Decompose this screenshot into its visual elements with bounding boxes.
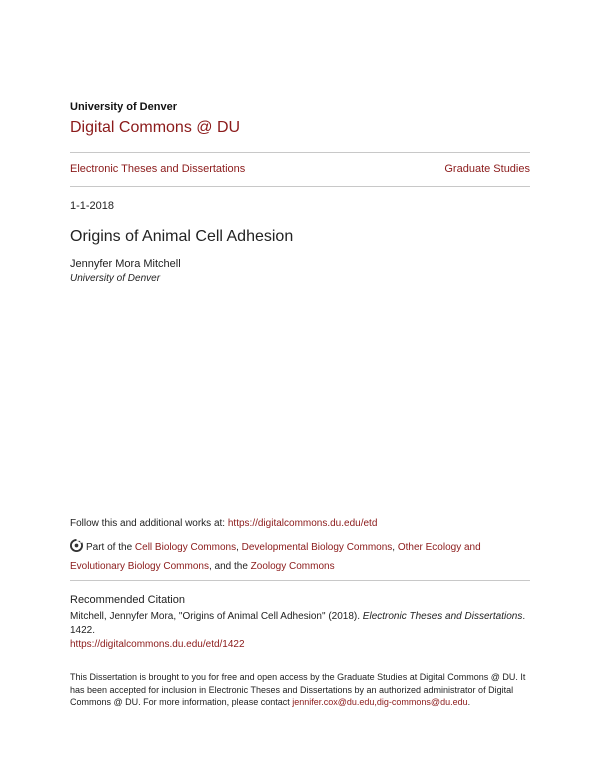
separator: , <box>236 542 242 553</box>
recommended-citation-heading: Recommended Citation <box>70 594 185 606</box>
commons-link-cell-biology[interactable]: Cell Biology Commons <box>134 542 237 553</box>
author-affiliation: University of Denver <box>70 273 161 284</box>
contact-email-link[interactable]: jennifer.cox@du.edu,dig-commons@du.edu <box>292 697 468 707</box>
part-of-commons <box>70 538 530 576</box>
follow-prefix: Follow this and additional works at: <box>70 518 228 529</box>
publication-date: 1-1-2018 <box>70 200 115 212</box>
recommended-citation-text <box>70 610 532 652</box>
open-access-icon <box>70 539 83 552</box>
citation-divider <box>70 580 530 581</box>
commons-link-zoology[interactable]: Zoology Commons <box>250 561 335 572</box>
part-of-prefix: Part of the <box>86 542 135 553</box>
separator: , <box>392 542 398 553</box>
series-link[interactable]: Electronic Theses and Dissertations <box>70 163 246 175</box>
disclaimer-end: . <box>467 697 471 707</box>
document-title: Origins of Animal Cell Adhesion <box>70 228 294 245</box>
repository-link[interactable]: Digital Commons @ DU <box>70 119 241 136</box>
author-name: Jennyfer Mora Mitchell <box>70 258 181 270</box>
commons-link-developmental-biology[interactable]: Developmental Biology Commons <box>241 542 393 553</box>
citation-series: Electronic Theses and Dissertations <box>362 611 523 622</box>
institution-name: University of Denver <box>70 101 177 113</box>
commons-link-ecology-evolutionary[interactable]: Other Ecology and Evolutionary Biology Commons <box>70 542 481 572</box>
disclaimer-text: This Dissertation is brought to you for free and open access by the Graduate Studies at Digital Commons @ DU. It has been accepted for inclusion in Electronic Theses and Dissertations by an authorized administrator of Digital Commons @ DU. For more information, please contact <box>70 672 526 707</box>
citation-url-link[interactable]: https://digitalcommons.du.edu/etd/1422 <box>70 639 245 650</box>
citation-suffix: . 1422. <box>70 611 526 636</box>
department-link[interactable]: Graduate Studies <box>444 163 530 175</box>
citation-prefix: Mitchell, Jennyfer Mora, "Origins of Animal Cell Adhesion" (2018). <box>70 611 363 622</box>
access-disclaimer <box>70 671 532 709</box>
collection-url-link[interactable]: https://digitalcommons.du.edu/etd <box>227 518 378 529</box>
top-divider <box>70 152 530 153</box>
bottom-divider <box>70 186 530 187</box>
follow-line <box>70 518 377 529</box>
and-the-text: , and the <box>208 561 251 572</box>
